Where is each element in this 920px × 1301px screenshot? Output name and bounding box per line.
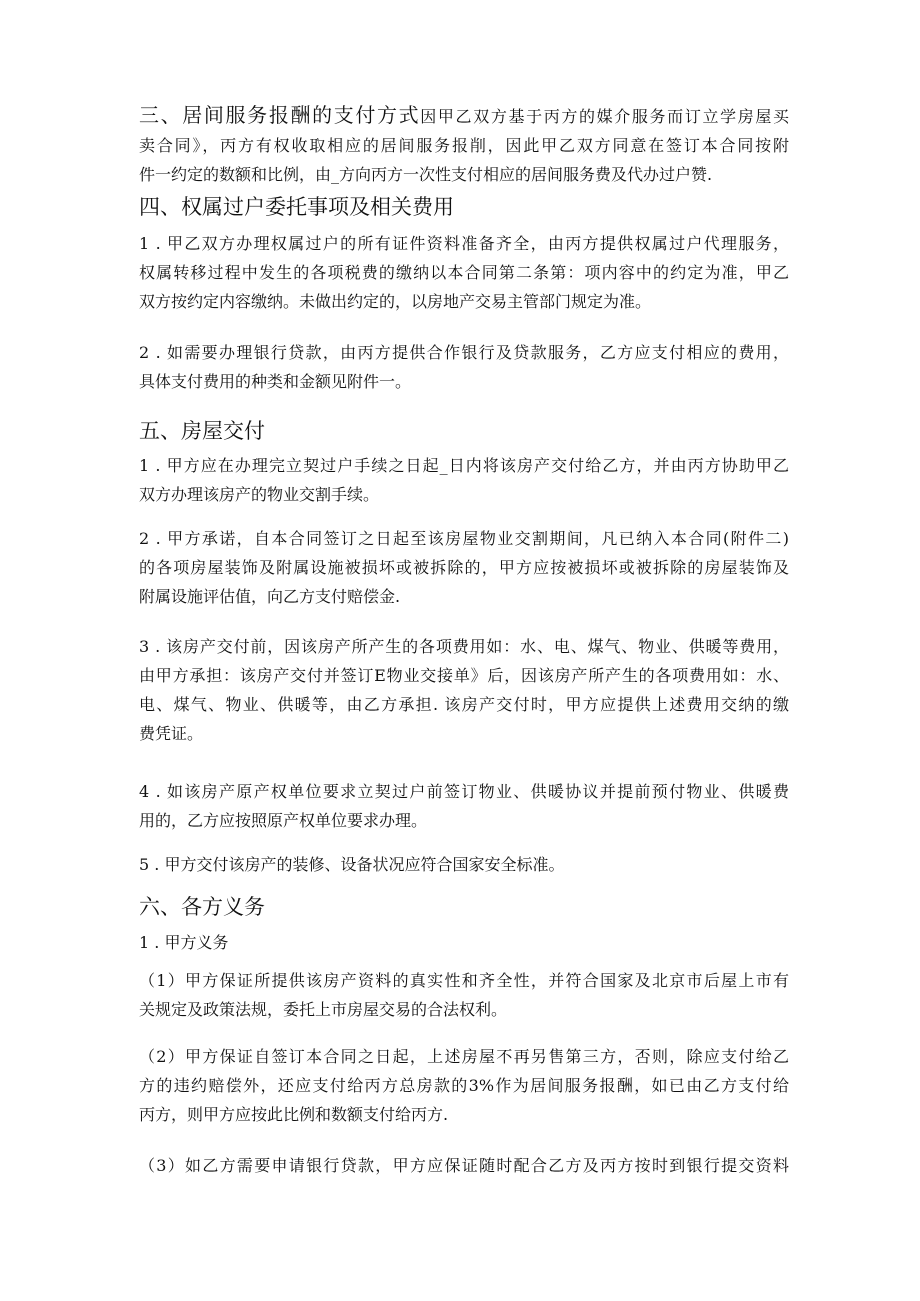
paragraph-line: 2 . 甲方承诺，自本合同签订之日起至该房屋物业交割期间，凡已纳入本合同(附件二) [139, 529, 789, 548]
paragraph-line: 丙方，则甲方应按此比例和数额支付给丙方. [139, 1105, 449, 1124]
section-3 [139, 101, 789, 189]
section-5-heading-block [139, 417, 789, 445]
section-4-paragraph-2 [139, 338, 789, 396]
paragraph-line: 2 . 如需要办理银行贷款，由丙方提供合作银行及贷款服务，乙方应支付相应的费用， [139, 343, 789, 362]
paragraph-line: 具体支付费用的种类和金额见附件一。 [139, 372, 412, 391]
paragraph-line: 方的违约赔偿外，还应支付给丙方总房款的3%作为居间服务报酬，如已由乙方支付给 [139, 1076, 789, 1095]
paragraph-line: 权属转移过程中发生的各项税费的缴纳以本合同第二条第：项内容中的约定为准，甲乙 [139, 263, 789, 282]
section-6-subheading: 1 . 甲方义务 [139, 933, 229, 952]
paragraph-line: 4 . 如该房产原产权单位要求立契过户前签订物业、供暖协议并提前预付物业、供暖费 [139, 782, 789, 801]
section-6-subheading-block [139, 928, 789, 957]
section-3-text: 因甲乙双方基于丙方的媒介服务而订立学房屋买 [420, 107, 789, 126]
section-4-heading: 四、权属过户委托事项及相关费用 [139, 195, 454, 219]
section-5-paragraph-2 [139, 524, 789, 611]
section-6-item-2 [139, 1042, 789, 1129]
paragraph-line: （1）甲方保证所提供该房产资料的真实性和齐全性，并符合国家及北京市后屋上市有 [139, 971, 789, 990]
paragraph-line: 5 . 甲方交付该房产的装修、设备状况应符合国家安全标准。 [139, 855, 565, 874]
paragraph-line: 费凭证。 [139, 724, 204, 743]
section-6-heading-block [139, 893, 789, 921]
paragraph-line: （2）甲方保证自签订本合同之日起，上述房屋不再另售第三方，否则，除应支付给乙 [139, 1047, 789, 1066]
section-4-heading-block [139, 193, 789, 221]
paragraph-line: 由甲方承担：该房产交付并签订E物业交接单》后，因该房产所产生的各项费用如：水、 [139, 666, 789, 685]
section-5-paragraph-5 [139, 850, 789, 879]
section-5-paragraph-3 [139, 632, 789, 748]
section-5-heading: 五、房屋交付 [139, 419, 265, 443]
section-4-paragraph-1 [139, 229, 789, 316]
paragraph-line: 3 . 该房产交付前，因该房产所产生的各项费用如：水、电、煤气、物业、供暖等费用， [139, 637, 789, 656]
section-3-heading: 三、居间服务报酬的支付方式 [139, 103, 421, 127]
paragraph-line: 1 . 甲方应在办理完立契过户手续之日起_日内将该房产交付给乙方，并由丙方协助甲乙 [139, 456, 789, 475]
section-5-paragraph-4 [139, 777, 789, 835]
paragraph-line: 用的，乙方应按照原产权单位要求办理。 [139, 811, 428, 830]
section-5-paragraph-1 [139, 451, 789, 509]
paragraph-line: 1 . 甲乙双方办理权属过户的所有证件资料准备齐全，由丙方提供权属过户代理服务， [139, 234, 789, 253]
section-3-first-line [139, 101, 789, 131]
paragraph-line: 的各项房屋装饰及附属设施被损坏或被拆除的，甲方应按被损坏或被拆除的房屋装饰及 [139, 558, 789, 577]
section-6-item-1 [139, 966, 789, 1024]
paragraph-line: 附属设施评估值，向乙方支付赔偿金. [139, 587, 401, 606]
paragraph-line: 电、煤气、物业、供暖等，由乙方承担. 该房产交付时，甲方应提供上述费用交纳的缴 [139, 695, 789, 714]
section-3-line: 卖合同》，丙方有权收取相应的居间服务报削，因此甲乙双方同意在签订本合同按附 [139, 136, 789, 155]
paragraph-line: （3）如乙方需要申请银行贷款，甲方应保证随时配合乙方及丙方按时到银行提交资料 [139, 1156, 789, 1175]
section-3-line: 件一约定的数额和比例，由_方向丙方一次性支付相应的居间服务费及代办过户赞. [139, 165, 713, 184]
paragraph-line: 双方办理该房产的物业交割手续。 [139, 485, 380, 504]
paragraph-line: 双方按约定内容缴纳。未做出约定的，以房地产交易主管部门规定为准。 [139, 292, 652, 311]
section-6-item-3 [139, 1151, 789, 1180]
section-6-heading: 六、各方义务 [139, 895, 265, 919]
paragraph-line: 关规定及政策法规，委托上市房屋交易的合法权利。 [139, 1000, 508, 1019]
